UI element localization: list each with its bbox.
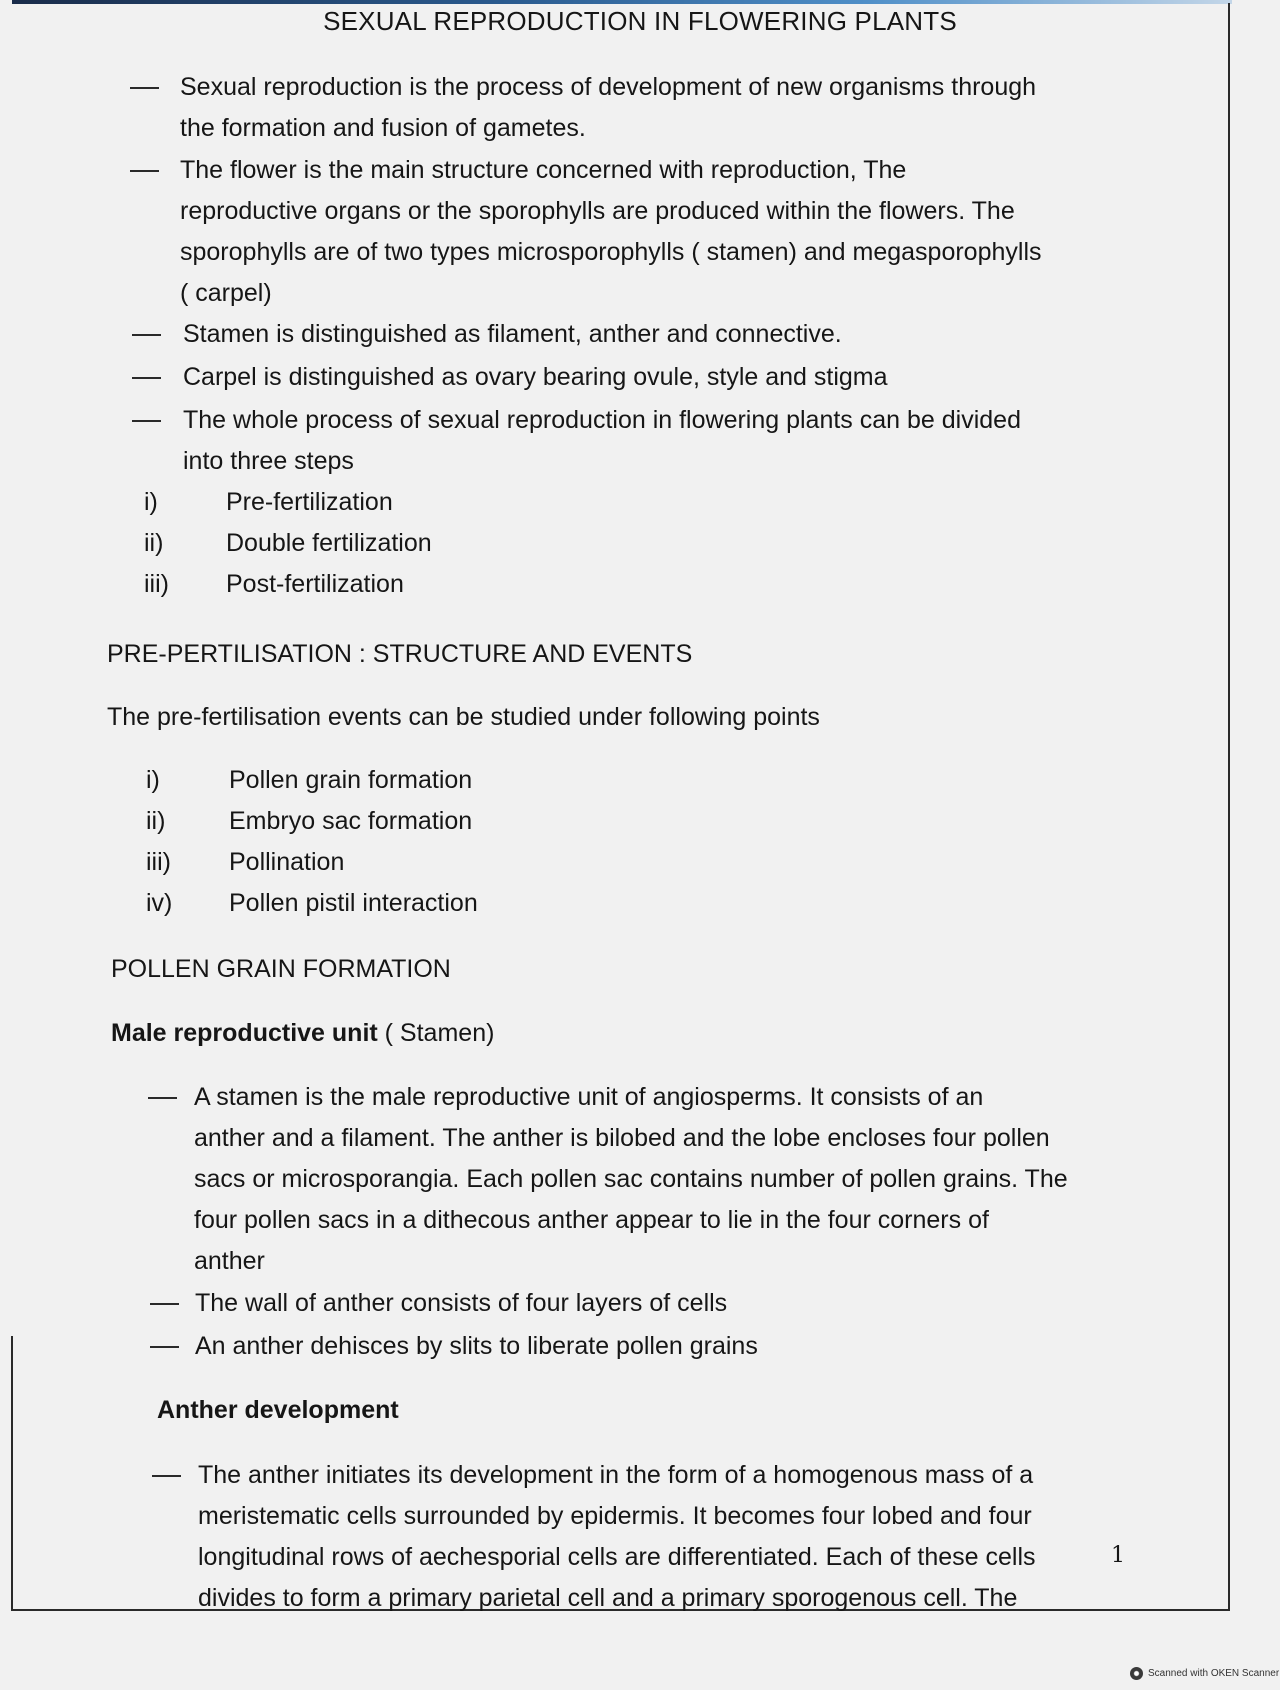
point-numeral: iii): [146, 848, 171, 876]
point-text: Embryo sac formation: [229, 807, 473, 835]
pre-fertilisation-heading: PRE-PERTILISATION : STRUCTURE AND EVENTS: [107, 640, 693, 668]
subheading-rest-text: ( Stamen): [377, 1019, 495, 1047]
step-text: Pre-fertilization: [226, 488, 393, 516]
intro-bullet-3: Stamen is distinguished as filament, anther and connective.: [183, 320, 842, 348]
bullet-dash: [130, 87, 159, 89]
intro-bullet-5-line-1: The whole process of sexual reproduction in flowering plants can be divided: [183, 406, 1021, 434]
anther-bullet-1-line-3: longitudinal rows of aechesporial cells are differentiated. Each of these cells: [198, 1543, 1036, 1571]
page-frame-left-edge: [11, 1336, 13, 1609]
point-text: Pollen pistil interaction: [229, 889, 478, 917]
stamen-bullet-1-line-1: A stamen is the male reproductive unit of angiosperms. It consists of an: [194, 1083, 984, 1111]
anther-development-heading: Anther development: [157, 1396, 399, 1424]
bullet-dash: [150, 1346, 179, 1348]
stamen-bullet-2: The wall of anther consists of four layers of cells: [195, 1289, 728, 1317]
subheading-bold-text: Male reproductive unit: [111, 1019, 378, 1047]
point-text: Pollen grain formation: [229, 766, 473, 794]
anther-bullet-1-line-4: divides to form a primary parietal cell and a primary sporogenous cell. The: [198, 1584, 1018, 1612]
bullet-dash: [152, 1475, 181, 1477]
page-title: SEXUAL REPRODUCTION IN FLOWERING PLANTS: [323, 6, 957, 36]
intro-bullet-1-line-2: the formation and fusion of gametes.: [180, 114, 586, 142]
male-reproductive-unit-subheading: [111, 1013, 494, 1054]
step-numeral: i): [144, 488, 158, 516]
stamen-bullet-1-line-4: four pollen sacs in a dithecous anther appear to lie in the four corners of: [194, 1206, 989, 1234]
scanner-watermark-text: Scanned with OKEN Scanner: [1148, 1667, 1280, 1679]
scanner-watermark: [1130, 1663, 1279, 1683]
pollen-grain-formation-heading: POLLEN GRAIN FORMATION: [111, 955, 451, 983]
bullet-dash: [132, 420, 161, 422]
bullet-dash: [132, 377, 161, 379]
point-text: Pollination: [229, 848, 345, 876]
step-numeral: ii): [144, 529, 164, 557]
intro-bullet-4: Carpel is distinguished as ovary bearing ovule, style and stigma: [183, 363, 888, 391]
point-numeral: i): [146, 766, 160, 794]
anther-bullet-1-line-1: The anther initiates its development in the form of a homogenous mass of a: [198, 1461, 1034, 1489]
stamen-bullet-1-line-2: anther and a filament. The anther is bilobed and the lobe encloses four pollen: [194, 1124, 1050, 1152]
intro-bullet-2-line-4: ( carpel): [180, 279, 272, 307]
stamen-bullet-1-line-5: anther: [194, 1247, 265, 1275]
intro-bullet-2-line-3: sporophylls are of two types microsporophylls ( stamen) and megasporophylls: [180, 238, 1042, 266]
step-text: Post-fertilization: [226, 570, 404, 598]
bullet-dash: [132, 334, 161, 336]
bullet-dash: [130, 170, 159, 172]
intro-bullet-2-line-1: The flower is the main structure concerned with reproduction, The: [180, 156, 907, 184]
point-numeral: ii): [146, 807, 166, 835]
bullet-dash: [150, 1303, 179, 1305]
intro-bullet-2-line-2: reproductive organs or the sporophylls are produced within the flowers. The: [180, 197, 1015, 225]
bullet-dash: [148, 1097, 177, 1099]
point-numeral: iv): [146, 889, 173, 917]
page-number: 1: [1111, 1543, 1125, 1568]
stamen-bullet-1-line-3: sacs or microsporangia. Each pollen sac contains number of pollen grains. The: [194, 1165, 1068, 1193]
intro-bullet-5-line-2: into three steps: [183, 447, 354, 475]
anther-bullet-1-line-2: meristematic cells surrounded by epidermis. It becomes four lobed and four: [198, 1502, 1032, 1530]
intro-bullet-1-line-1: Sexual reproduction is the process of development of new organisms through: [180, 73, 1037, 101]
pre-fertilisation-lead: The pre-fertilisation events can be studied under following points: [107, 703, 820, 731]
stamen-bullet-3: An anther dehisces by slits to liberate pollen grains: [195, 1332, 758, 1360]
step-numeral: iii): [144, 570, 169, 598]
scanner-logo-icon: [1130, 1667, 1143, 1680]
step-text: Double fertilization: [226, 529, 432, 557]
